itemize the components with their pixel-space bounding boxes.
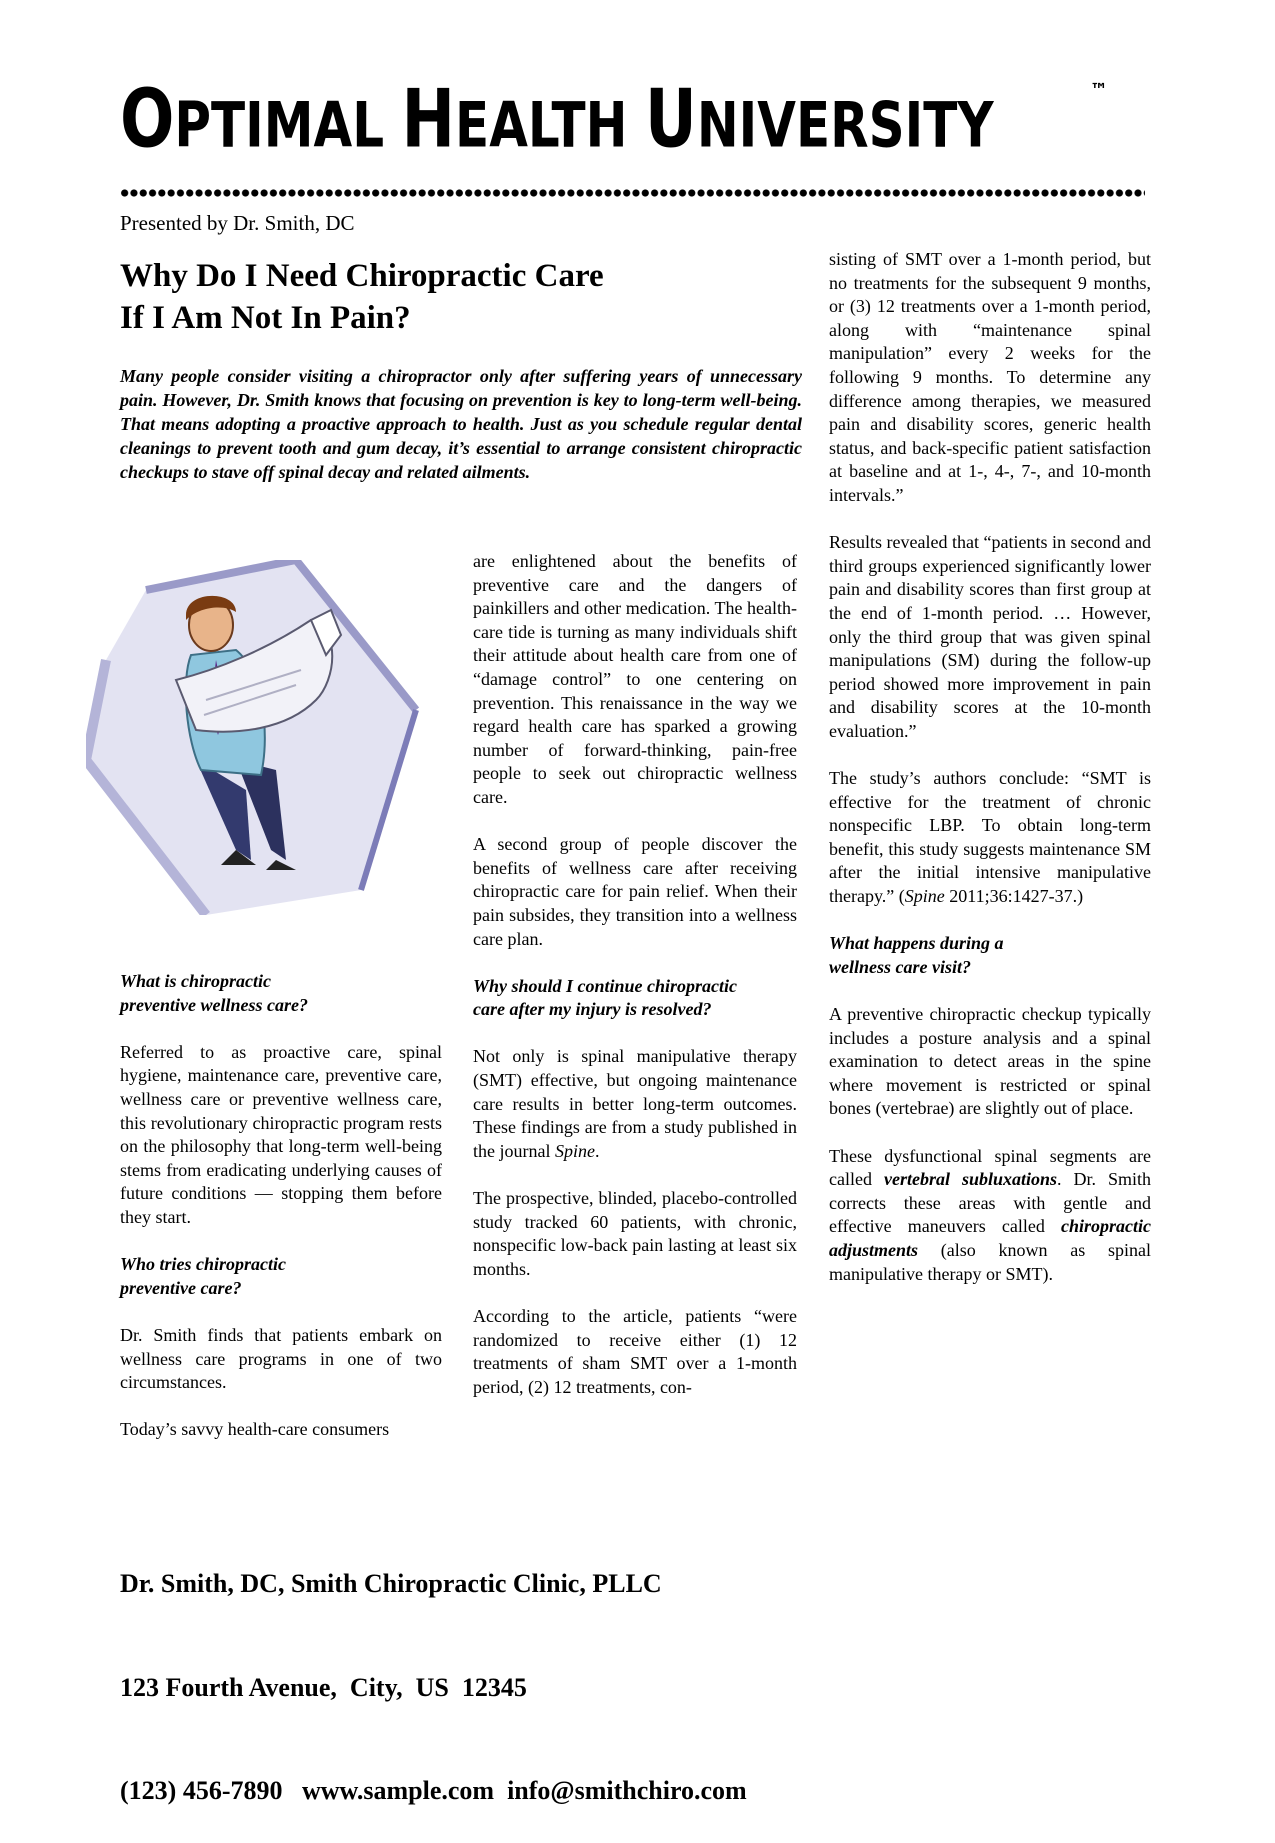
subheading-what-is-preventive-care: What is chiropractic preventive wellness care?: [120, 971, 308, 1015]
subheading-wellness-visit: What happens during a wellness care visit?: [829, 933, 1004, 977]
clinic-address: 123 Fourth Avenue, City, US 12345: [120, 1672, 527, 1702]
paragraph: are enlightened about the benefits of preventive care and the dangers of painkillers and other medication. The health-care tide is turning as many individuals shift their attitude about health care from one of “damage control” to one centering on prevention. This renaissance in the way we regard health care has sparked a growing number of forward-thinking, pain-free people to seek out chiropractic wellness care.: [473, 551, 797, 807]
paragraph: These dysfunctional spinal segments are called vertebral subluxations. Dr. Smith corrects these areas with gentle and effective maneuvers called chiropractic adjustments (also known as spinal manipulative therapy or SMT).: [829, 1145, 1151, 1284]
email-link[interactable]: info@smithchiro.com: [507, 1776, 747, 1805]
presented-by: Presented by Dr. Smith, DC: [120, 211, 355, 235]
clinic-name: Dr. Smith, DC, Smith Chiropractic Clinic, PLLC: [120, 1569, 662, 1598]
column-1: [120, 970, 442, 1465]
paragraph: Dr. Smith finds that patients embark on wellness care programs in one of two circumstances.: [120, 1324, 442, 1393]
paragraph: According to the article, patients “were randomized to receive either (1) 12 treatments of sham SMT over a 1-month period, (2) 12 treatments, con-: [473, 1306, 797, 1397]
paragraph: Today’s savvy health-care consumers: [120, 1419, 390, 1440]
contact-line: [120, 1774, 747, 1809]
column-2: [473, 550, 797, 1423]
article-intro: Many people consider visiting a chiropractor only after suffering years of unnecessary pain. However, Dr. Smith knows that focusing on prevention is key to long-term well-being. That means adopting a proactive approach to health. Just as you schedule regular dental cleanings to prevent tooth and gum decay, it’s essential to arrange consistent chiropractic checkups to stave off spinal decay and related ailments.: [120, 366, 802, 482]
subheading-who-tries-preventive-care: Who tries chiropractic preventive care?: [120, 1254, 287, 1298]
paragraph: A preventive chiropractic checkup typically includes a posture analysis and a spinal examination to detect areas in the spine where movement is restricted or spinal bones (vertebrae) are slightly out of place.: [829, 1004, 1151, 1119]
paragraph: Referred to as proactive care, spinal hygiene, maintenance care, preventive care, wellness care or preventive wellness care, this revolutionary chiropractic program rests on the philosophy that long-term well-being stems from eradicating underlying causes of future conditions — stopping them before they start.: [120, 1041, 442, 1227]
paragraph: A second group of people discover the benefits of wellness care after receiving chiropractic care for pain relief. When their pain subsides, they transition into a wellness care plan.: [473, 834, 797, 949]
paragraph: Not only is spinal manipulative therapy (SMT) effective, but ongoing maintenance care results in better long-term outcomes. These findings are from a study published in the journal Spine.: [473, 1046, 797, 1161]
paragraph: sisting of SMT over a 1-month period, but no treatments for the subsequent 9 months, or (3) 12 treatments over a 1-month period, along with “maintenance spinal manipulation” every 2 weeks for the following 9 months. To determine any difference among therapies, we measured pain and disability scores, generic health status, and back-specific patient satisfaction at baseline and at 1-, 4-, 7-, and 10-month intervals.”: [829, 249, 1151, 505]
phone-number: (123) 456-7890: [120, 1776, 283, 1805]
footer-contact: [120, 1498, 747, 1843]
paragraph: The study’s authors conclude: “SMT is effective for the treatment of chronic nonspecific LBP. To obtain long-term benefit, this study suggests maintenance SM after the initial intensive manipulative therapy.” (Spine 2011;36:1427-37.): [829, 768, 1151, 907]
dotted-divider: [120, 188, 1145, 198]
paragraph: The prospective, blinded, placebo-controlled study tracked 60 patients, with chronic, nonspecific low-back pain lasting at least six months.: [473, 1188, 797, 1279]
trademark-symbol: ™: [1090, 80, 1108, 101]
website-link[interactable]: www.sample.com: [301, 1776, 495, 1805]
masthead-title: OPTIMAL HEALTH UNIVERSITY: [120, 73, 994, 167]
column-3: [829, 248, 1151, 1310]
subheading-why-continue-care: Why should I continue chiropractic care after my injury is resolved?: [473, 975, 738, 1020]
paragraph: Results revealed that “patients in second and third groups experienced significantly lower pain and disability scores than first group at the end of 1-month period. … However, only the third group that was given spinal manipulations (SM) during the follow-up period showed more improvement in pain and disability scores at the 10-month evaluation.”: [829, 532, 1151, 741]
man-reading-newspaper-illustration: [86, 560, 436, 915]
article-headline: Why Do I Need Chiropractic Care If I Am Not In Pain?: [120, 258, 604, 336]
